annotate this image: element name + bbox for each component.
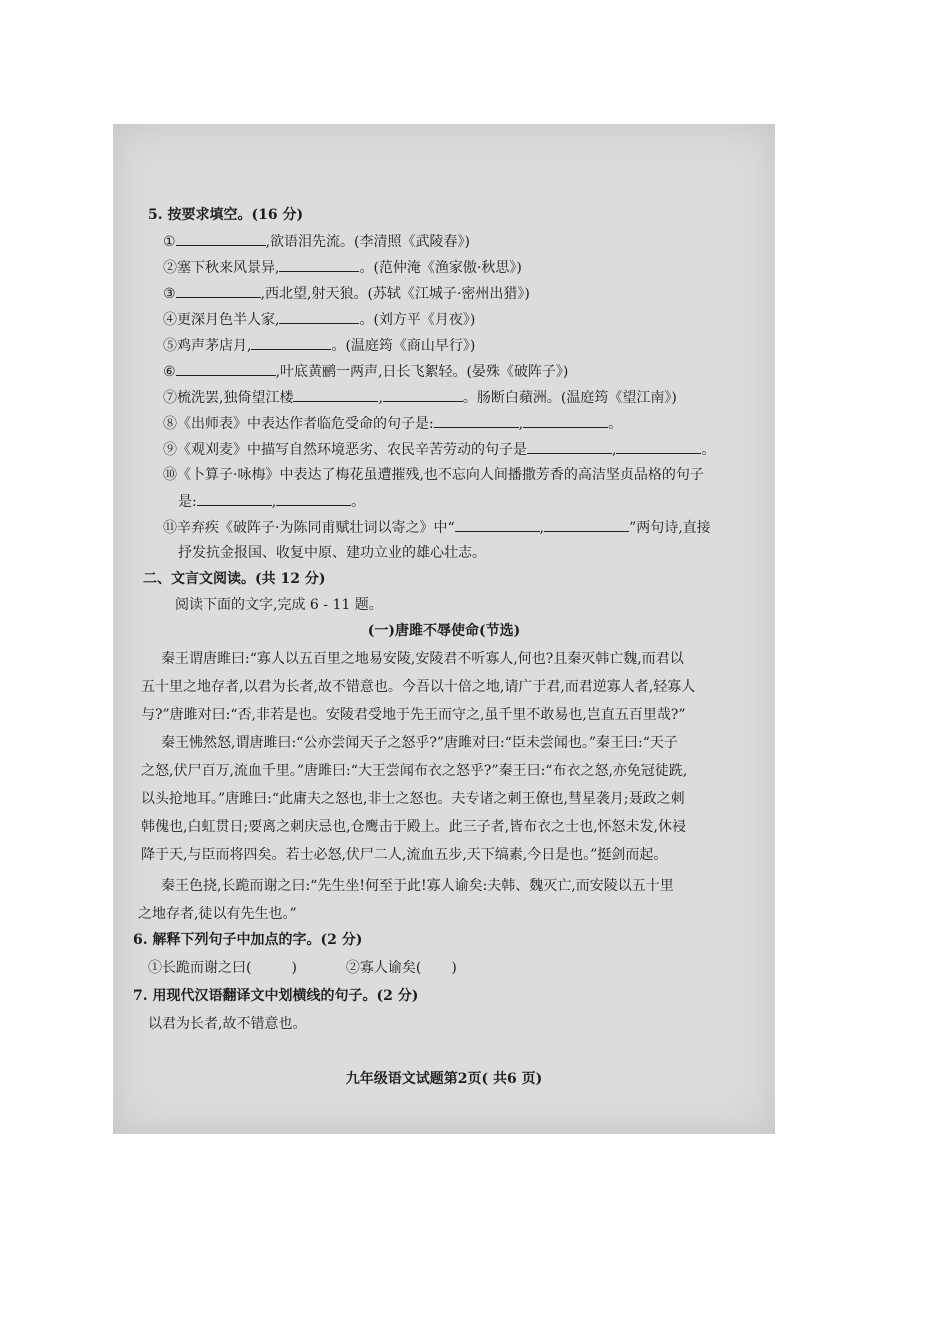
q5-item-2: ②塞下秋来风景异, 。(范仲淹《渔家傲·秋思》) xyxy=(163,257,522,278)
q5-item-11-cont: 抒发抗金报国、收复中原、建功立业的雄心壮志。 xyxy=(178,545,486,561)
section2-instruction: 阅读下面的文字,完成 6 - 11 题。 xyxy=(175,597,383,613)
passage-line: 之地存者,徒以有先生也。” xyxy=(138,906,297,922)
q5-item-5: ⑤鸡声茅店月, 。(温庭筠《商山早行》) xyxy=(163,335,475,356)
q5-item-11: ⑪辛弃疾《破阵子·为陈同甫赋壮词以寄之》中“ , ”两句诗,直接 xyxy=(163,517,711,538)
passage-line: 秦王谓唐雎曰:“寡人以五百里之地易安陵,安陵君不听寡人,何也?且秦灭韩亡魏,而君以 xyxy=(161,651,684,667)
q5-item-8: ⑧《出师表》中表达作者临危受命的句子是: , 。 xyxy=(163,413,622,434)
passage-line: 秦王色挠,长跪而谢之曰:“先生坐!何至于此!寡人谕矣:夫韩、魏灭亡,而安陵以五十里 xyxy=(161,878,674,894)
passage-line: 五十里之地存者,以君为长者,故不错意也。今吾以十倍之地,请广于君,而君逆寡人者,轻寡人 xyxy=(141,679,696,695)
passage-title: (一)唐雎不辱使命(节选) xyxy=(367,623,521,639)
q6-items: ①长跪而谢之曰( ) ②寡人谕矣( ) xyxy=(148,960,457,976)
q6-title: 6. 解释下列句子中加点的字。(2 分) xyxy=(133,932,363,948)
passage-line: 降于天,与臣而将四矣。若士必怒,伏尸二人,流血五步,天下缟素,今日是也。”挺剑而起。 xyxy=(141,847,668,863)
passage-line: 韩傀也,白虹贯日;要离之刺庆忌也,仓鹰击于殿上。此三子者,皆布衣之士也,怀怒未发,休祲 xyxy=(141,819,686,835)
passage-line: 秦王怫然怒,谓唐雎曰:“公亦尝闻天子之怒乎?”唐雎对曰:“臣未尝闻也。”秦王曰:“天子 xyxy=(161,735,678,751)
q7-title: 7. 用现代汉语翻译文中划横线的句子。(2 分) xyxy=(133,988,419,1004)
q7-sentence: 以君为长者,故不错意也。 xyxy=(148,1016,307,1032)
q5-item-7: ⑦梳洗罢,独倚望江楼 , 。肠断白蘋洲。(温庭筠《望江南》) xyxy=(163,387,677,408)
q5-item-6: ⑥ ,叶底黄鹂一两声,日长飞絮轻。(晏殊《破阵子》) xyxy=(163,361,568,382)
q5-item-10: ⑩《卜算子·咏梅》中表达了梅花虽遭摧残,也不忘向人间播撒芳香的高洁坚贞品格的句子 xyxy=(163,467,704,483)
passage-line: 之怒,伏尸百万,流血千里。”唐雎曰:“大王尝闻布衣之怒乎?”秦王曰:“布衣之怒,亦免冠徒跣, xyxy=(141,763,688,779)
q5-item-9: ⑨《观刈麦》中描写自然环境恶劣、农民辛苦劳动的句子是 , 。 xyxy=(163,439,715,460)
q5-item-10-cont: 是: , 。 xyxy=(178,491,365,512)
section2-title: 二、文言文阅读。(共 12 分) xyxy=(143,571,326,587)
q5-item-3: ③ ,西北望,射天狼。(苏轼《江城子·密州出猎》) xyxy=(163,283,530,304)
passage-line: 以头抢地耳。”唐雎曰:“此庸夫之怒也,非士之怒也。夫专诸之刺王僚也,彗星袭月;聂政之刺 xyxy=(141,791,685,807)
q5-title: 5. 按要求填空。(16 分) xyxy=(148,207,304,223)
q5-item-4: ④更深月色半人家, 。(刘方平《月夜》) xyxy=(163,309,475,330)
passage-line: 与?”唐雎对曰:“否,非若是也。安陵君受地于先王而守之,虽千里不敢易也,岂直五百里哉?” xyxy=(141,707,686,723)
q5-item-1: ① ,欲语泪先流。(李清照《武陵春》) xyxy=(163,231,470,252)
page-footer: 九年级语文试题第2页( 共6 页) xyxy=(345,1071,543,1087)
scanned-page xyxy=(113,124,775,1134)
